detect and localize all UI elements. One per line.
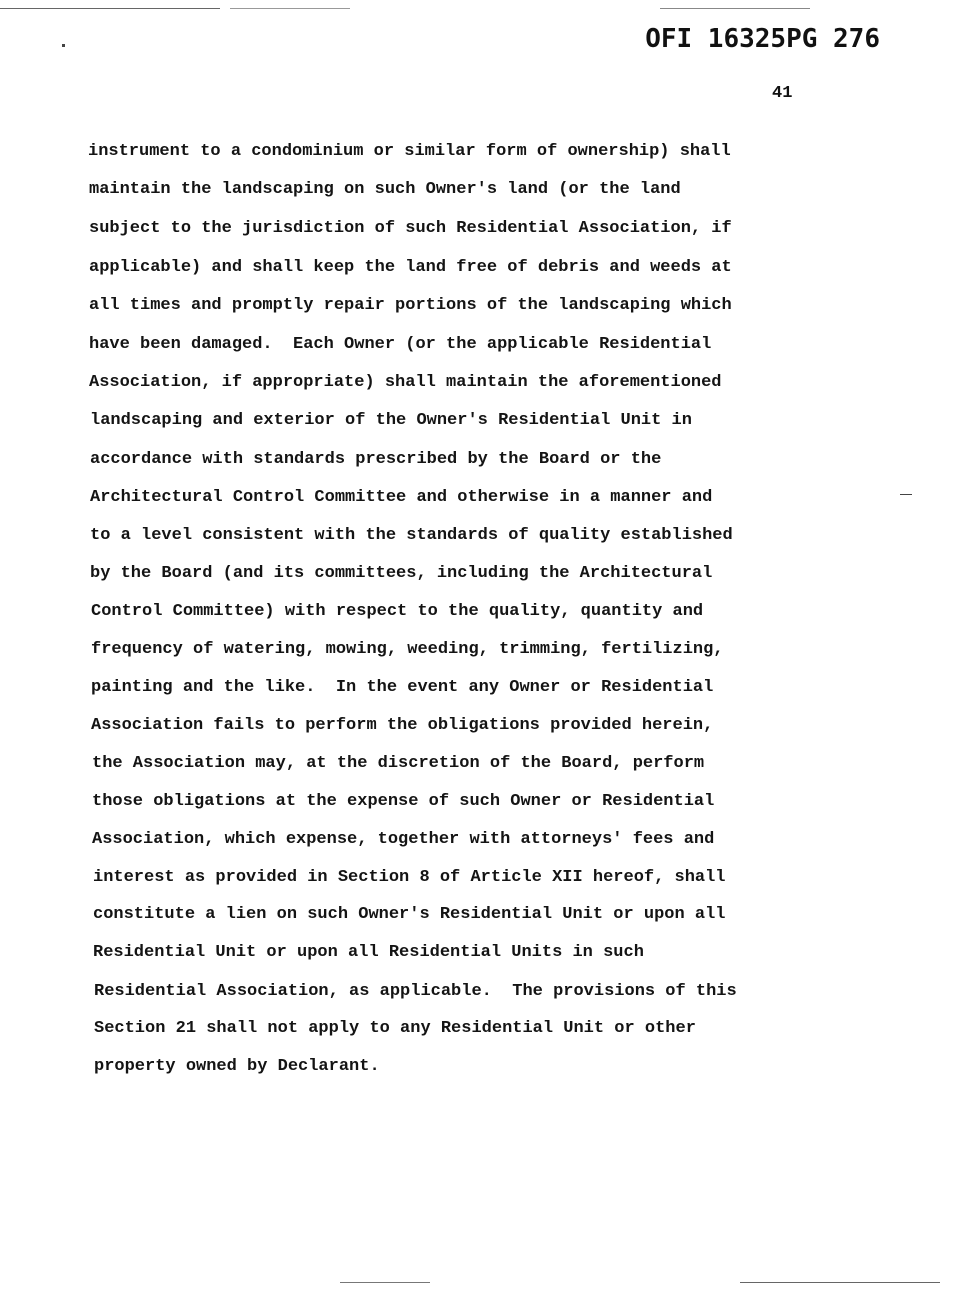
text-line: all times and promptly repair portions of the landscaping which [89, 296, 732, 315]
scan-artifact-bottom [740, 1282, 940, 1283]
text-line: have been damaged. Each Owner (or the applicable Residential [89, 335, 712, 354]
text-line: interest as provided in Section 8 of Article XII hereof, shall [93, 868, 726, 887]
book-page-stamp: OFI 16325PG 276 [645, 24, 880, 54]
text-line: those obligations at the expense of such Owner or Residential [92, 792, 715, 811]
text-line: Control Committee) with respect to the quality, quantity and [91, 602, 704, 621]
text-line: constitute a lien on such Owner's Residential Unit or upon all [93, 905, 726, 924]
scan-artifact-top [0, 8, 220, 9]
text-line: Residential Unit or upon all Residential Units in such [93, 943, 644, 962]
text-line: accordance with standards prescribed by the Board or the [90, 450, 662, 469]
text-line: Section 21 shall not apply to any Residential Unit or other [94, 1019, 696, 1038]
text-line: Architectural Control Committee and otherwise in a manner and [90, 488, 713, 507]
text-line: painting and the like. In the event any Owner or Residential [91, 678, 714, 697]
scan-artifact-bottom [340, 1282, 430, 1283]
text-line: frequency of watering, mowing, weeding, trimming, fertilizing, [91, 640, 724, 659]
text-line: Association, if appropriate) shall maintain the aforementioned [89, 373, 722, 392]
text-line: by the Board (and its committees, including the Architectural [90, 564, 713, 583]
page-number: 41 [772, 84, 793, 103]
text-line: Residential Association, as applicable. The provisions of this [94, 982, 737, 1001]
text-line: Association, which expense, together with attorneys' fees and [92, 830, 715, 849]
text-line: landscaping and exterior of the Owner's Residential Unit in [90, 411, 692, 430]
text-line: Association fails to perform the obligations provided herein, [91, 716, 714, 735]
scan-artifact-top [230, 8, 350, 9]
text-line: instrument to a condominium or similar form of ownership) shall [88, 142, 731, 161]
text-line: applicable) and shall keep the land free of debris and weeds at [89, 258, 732, 277]
scan-artifact-dot [62, 44, 65, 47]
text-line: maintain the landscaping on such Owner's land (or the land [89, 180, 681, 199]
text-line: to a level consistent with the standards of quality established [90, 526, 733, 545]
text-line: property owned by Declarant. [94, 1057, 380, 1076]
text-line: the Association may, at the discretion of the Board, perform [92, 754, 705, 773]
scan-artifact-top [660, 8, 810, 9]
scan-artifact-dash [900, 494, 912, 495]
text-line: subject to the jurisdiction of such Residential Association, if [89, 219, 732, 238]
